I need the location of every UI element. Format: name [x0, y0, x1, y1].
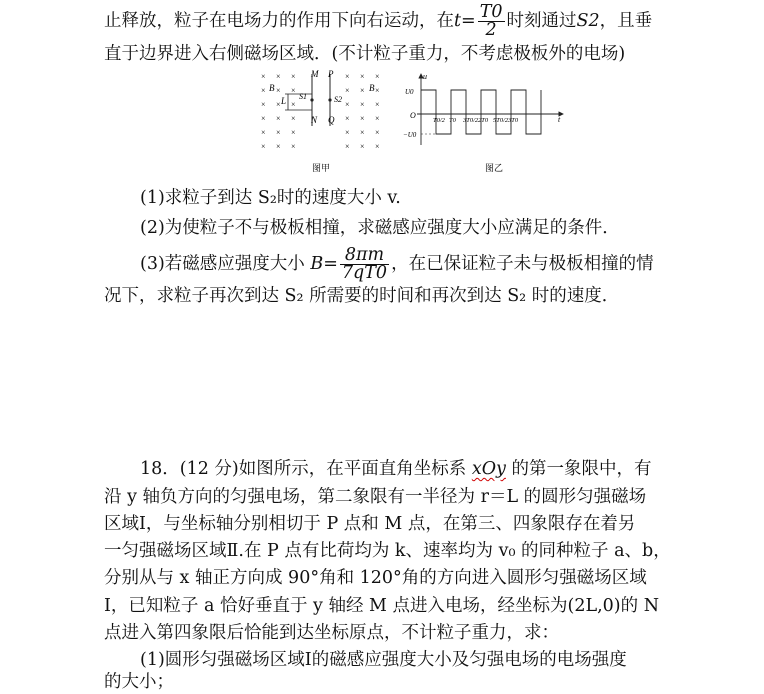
problem-18-line-7: 点进入第四象限后恰能到达坐标原点，不计粒子重力，求：	[104, 623, 559, 643]
equals-sign-q3: =	[323, 254, 338, 274]
problem-18-line-2: 沿 y 轴负方向的匀强电场，第二象限有一半径为 r＝L 的圆形匀强磁场	[104, 487, 647, 507]
field-cross: ×	[291, 114, 296, 123]
u0-label: U0	[405, 88, 414, 96]
field-cross: ×	[261, 100, 266, 109]
field-cross: ×	[276, 114, 281, 123]
question-3-line-2: 况下，求粒子再次到达 S₂ 所需要的时间和再次到达 S₂ 时的速度．	[104, 286, 620, 306]
var-s2: S2	[576, 11, 600, 31]
question-3-line-1	[140, 247, 654, 282]
var-t: t	[454, 11, 462, 31]
figure-yi	[403, 70, 568, 178]
field-cross: ×	[276, 86, 281, 95]
tick-t0-half: T0/2	[433, 117, 445, 124]
problem-18-line-8: (1)圆形匀强磁场区域Ⅰ的磁感应强度大小及匀强电场的电场强度	[140, 650, 627, 670]
q3-numerator: 8πm	[340, 247, 389, 265]
fraction-numerator: T0	[479, 2, 503, 22]
minus-u0-label: −U0	[403, 131, 417, 139]
fraction-8pim-over-7qt0	[340, 247, 389, 282]
figure-jia	[255, 68, 390, 178]
question-2: (2)为使粒子不与极板相撞，求磁感应强度大小应满足的条件．	[140, 218, 620, 238]
field-cross: ×	[291, 72, 296, 81]
square-wave	[421, 90, 541, 134]
field-cross: ×	[291, 86, 296, 95]
var-xoy: xOy	[471, 459, 506, 479]
field-cross: ×	[375, 142, 380, 151]
label-p: P	[328, 69, 334, 79]
field-cross: ×	[375, 72, 380, 81]
field-cross: ×	[276, 142, 281, 151]
q3-text-b: ，在已保证粒子未与极板相撞的情	[391, 254, 654, 274]
field-cross: ×	[291, 100, 296, 109]
tick-2t0: 2T0	[478, 117, 489, 124]
field-cross: ×	[360, 100, 365, 109]
top-line-1-text-b: 时刻通过	[506, 11, 577, 31]
field-cross: ×	[291, 142, 296, 151]
top-line-1	[104, 4, 652, 39]
caption-yi: 图乙	[485, 163, 504, 173]
field-cross: ×	[360, 128, 365, 137]
field-cross: ×	[261, 86, 266, 95]
var-b: B	[310, 254, 324, 274]
p18-text-b: 的第一象限中，有	[511, 459, 652, 479]
field-cross: ×	[291, 128, 296, 137]
tick-3t0: 3T0	[508, 117, 519, 124]
field-cross: ×	[375, 128, 380, 137]
crosses-left	[261, 72, 296, 151]
tick-5t0-half: 5T0/2	[493, 117, 509, 124]
field-cross: ×	[360, 72, 365, 81]
caption-jia: 图甲	[312, 163, 331, 173]
field-cross: ×	[261, 72, 266, 81]
field-cross: ×	[261, 128, 266, 137]
tick-labels	[433, 117, 519, 124]
field-cross: ×	[276, 100, 281, 109]
fraction-t0-over-2	[478, 4, 505, 39]
field-cross: ×	[345, 128, 350, 137]
label-s2: S2	[334, 95, 342, 104]
p18-text-a: 18．(12 分)如图所示，在平面直角坐标系	[140, 459, 467, 479]
origin-label: O	[410, 111, 416, 120]
label-n: N	[311, 115, 318, 125]
s1-dot	[310, 98, 313, 101]
field-cross: ×	[261, 114, 266, 123]
field-cross: ×	[345, 142, 350, 151]
problem-18-line-6: Ⅰ，已知粒子 a 恰好垂直于 y 轴经 M 点进入电场，经坐标为(2L,0)的 N	[104, 596, 660, 616]
q3-denominator: 7qT0	[341, 263, 388, 283]
y-axis-label: u	[423, 72, 427, 81]
field-cross: ×	[375, 86, 380, 95]
field-cross: ×	[276, 128, 281, 137]
field-cross: ×	[360, 142, 365, 151]
tick-t0: T0	[449, 117, 456, 124]
equals-sign: =	[461, 11, 476, 31]
q3-text-a: (3)若磁感应强度大小	[140, 254, 305, 274]
field-cross: ×	[276, 72, 281, 81]
problem-18-line-9: 的大小；	[104, 672, 174, 692]
field-cross: ×	[261, 142, 266, 151]
label-q: Q	[328, 115, 335, 125]
problem-18-line-1	[140, 457, 652, 481]
x-axis-label: t	[558, 115, 561, 124]
field-cross: ×	[360, 114, 365, 123]
label-m: M	[311, 69, 319, 79]
field-cross: ×	[345, 72, 350, 81]
fraction-denominator: 2	[485, 20, 497, 40]
top-line-2: 直于边界进入右侧磁场区域．(不计粒子重力，不考虑极板外的电场)	[104, 44, 626, 64]
label-s1: S1	[299, 92, 307, 101]
field-cross: ×	[345, 114, 350, 123]
top-line-1-text-c: ，且垂	[599, 11, 653, 31]
field-cross: ×	[345, 86, 350, 95]
label-l: L	[281, 96, 287, 106]
tick-3t0-half: 3T0/2	[463, 117, 479, 124]
s2-dot	[328, 98, 331, 101]
problem-18-line-3: 区域Ⅰ，与坐标轴分别相切于 P 点和 M 点，在第三、四象限存在着另	[104, 514, 636, 534]
field-cross: ×	[375, 114, 380, 123]
label-b-right: B	[369, 83, 375, 93]
top-line-1-text: 止释放，粒子在电场力的作用下向右运动，在	[104, 11, 454, 31]
field-cross: ×	[345, 100, 350, 109]
field-cross: ×	[375, 100, 380, 109]
field-cross: ×	[360, 86, 365, 95]
problem-18-line-4: 一匀强磁场区域Ⅱ.在 P 点有比荷均为 k、速率均为 v₀ 的同种粒子 a、b，	[104, 541, 671, 561]
label-b-left: B	[269, 83, 275, 93]
question-1: (1)求粒子到达 S₂时的速度大小 v.	[140, 188, 401, 208]
problem-18-line-5: 分别从与 x 轴正方向成 90°角和 120°角的方向进入圆形匀强磁场区域	[104, 568, 647, 588]
